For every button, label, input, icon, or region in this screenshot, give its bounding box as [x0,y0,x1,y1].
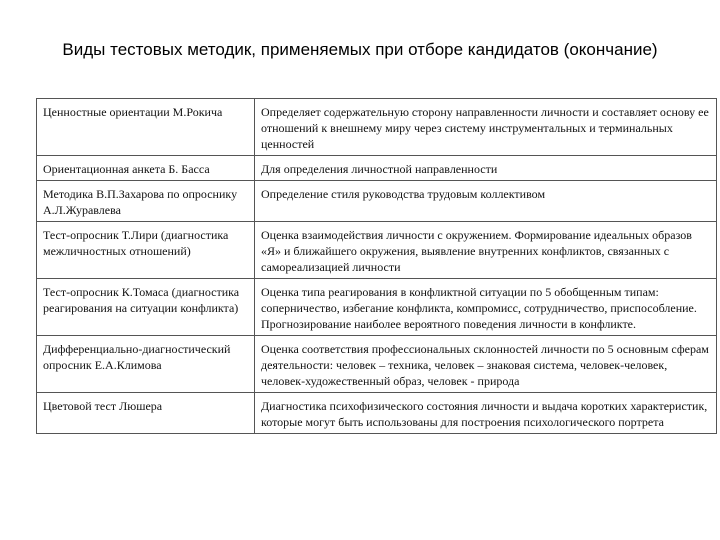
table-row [37,279,717,336]
methods-table [36,98,717,434]
method-name-cell: Ценностные ориентации М.Рокича [37,99,255,156]
method-name-cell: Методика В.П.Захарова по опроснику А.Л.Журавлева [37,181,255,222]
method-name-cell: Цветовой тест Люшера [37,393,255,434]
method-name-cell: Дифференциально-диагностический опросник Е.А.Климова [37,336,255,393]
method-name-cell: Ориентационная анкета Б. Басса [37,156,255,181]
table-row [37,222,717,279]
method-description-cell: Определяет содержательную сторону направленности личности и составляет основу ее отношений к внешнему миру через систему инструментальных и терминальных ценностей [255,99,717,156]
table-row [37,393,717,434]
method-description-cell: Диагностика психофизического состояния личности и выдача коротких характеристик, которые могут быть использованы для построения психологического портрета [255,393,717,434]
table-row [37,156,717,181]
method-name-cell: Тест-опросник К.Томаса (диагностика реагирования на ситуации конфликта) [37,279,255,336]
method-description-cell: Определение стиля руководства трудовым коллективом [255,181,717,222]
method-description-cell: Оценка взаимодействия личности с окружением. Формирование идеальных образов «Я» и ближайшего окружения, выявление внутренних конфликтов, связанных с самореализацией личности [255,222,717,279]
table-row [37,336,717,393]
method-name-cell: Тест-опросник Т.Лири (диагностика межличностных отношений) [37,222,255,279]
slide-title: Виды тестовых методик, применяемых при отборе кандидатов (окончание) [62,40,658,59]
method-description-cell: Для определения личностной направленности [255,156,717,181]
table-row [37,99,717,156]
method-description-cell: Оценка соответствия профессиональных склонностей личности по 5 основным сферам деятельности: человек – техника, человек – знаковая система, человек-человек, человек-художественный образ, человек - природа [255,336,717,393]
method-description-cell: Оценка типа реагирования в конфликтной ситуации по 5 обобщенным типам: соперничество, избегание конфликта, компромисс, сотрудничество, приспособление. Прогнозирование наиболее вероятного поведения личности в конфликте. [255,279,717,336]
table-row [37,181,717,222]
